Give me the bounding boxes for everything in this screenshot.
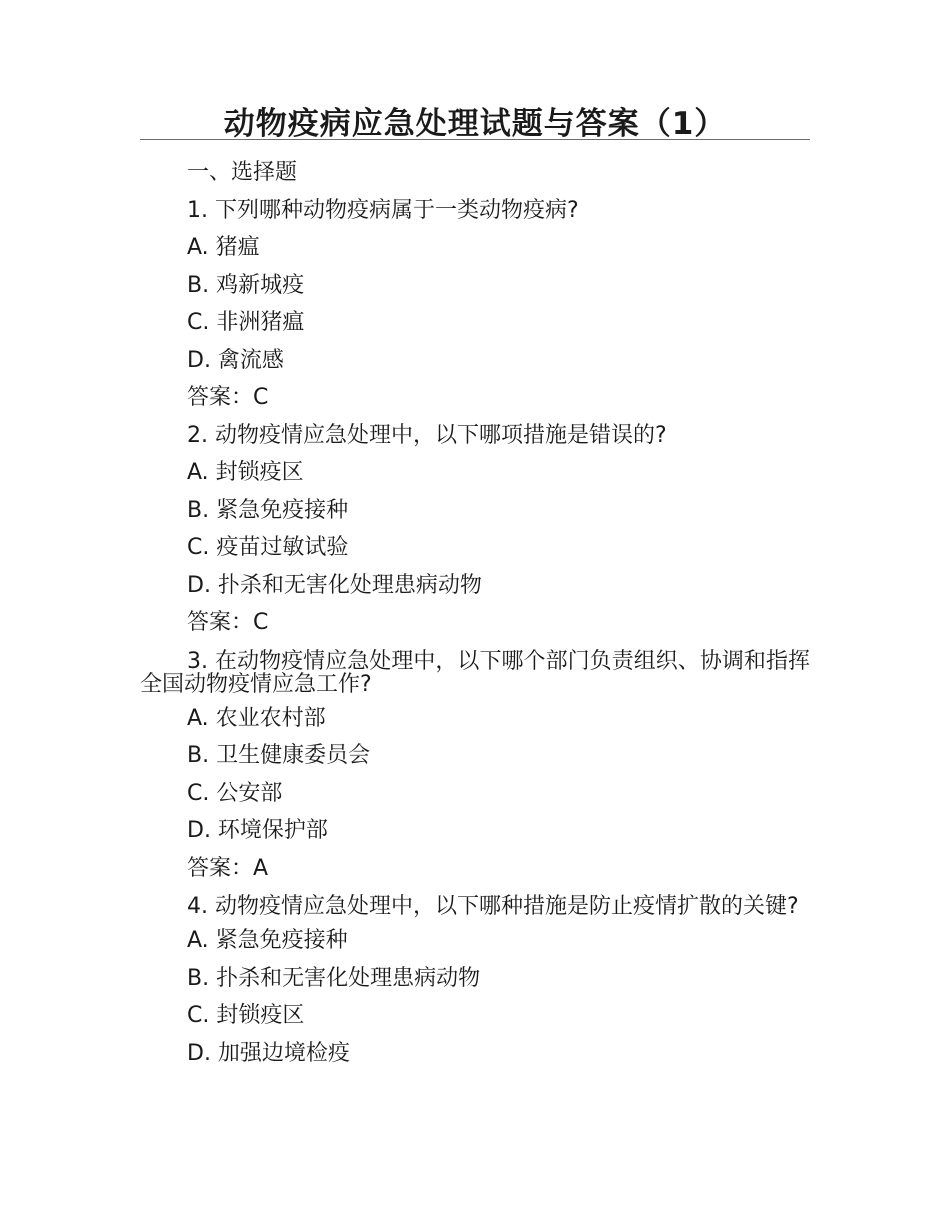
option-a: A. 封锁疫区 — [187, 460, 304, 485]
question-text: 2. 动物疫情应急处理中，以下哪项措施是错误的? — [187, 422, 667, 448]
answer-line: 答案：C — [187, 385, 269, 410]
option-b: B. 扑杀和无害化处理患病动物 — [187, 965, 481, 991]
option-a: A. 猪瘟 — [187, 235, 260, 260]
option-c: C. 公安部 — [187, 780, 283, 806]
option-b: B. 卫生健康委员会 — [187, 743, 371, 768]
option-d: D. 加强边境检疫 — [187, 1040, 350, 1066]
option-c: C. 疫苗过敏试验 — [187, 535, 349, 560]
option-b: B. 鸡新城疫 — [187, 272, 305, 298]
option-d: D. 环境保护部 — [187, 818, 328, 843]
answer-line: 答案：A — [187, 855, 269, 881]
document-body — [140, 154, 810, 1072]
option-d: D. 扑杀和无害化处理患病动物 — [187, 572, 482, 598]
option-c: C. 封锁疫区 — [187, 1003, 305, 1028]
question-text: 4. 动物疫情应急处理中，以下哪种措施是防止疫情扩散的关键? — [187, 894, 799, 919]
option-d: D. 禽流感 — [187, 347, 284, 373]
document-title: 动物疫病应急处理试题与答案（1） — [223, 106, 727, 142]
option-a: A. 农业农村部 — [187, 705, 326, 731]
title-underline — [140, 139, 810, 140]
option-b: B. 紧急免疫接种 — [187, 497, 349, 523]
option-a: A. 紧急免疫接种 — [187, 928, 348, 953]
section-heading: 一、选择题 — [187, 160, 298, 185]
question-text: 3. 在动物疫情应急处理中，以下哪个部门负责组织、协调和指挥全国动物疫情应急工作? — [140, 648, 810, 697]
option-c: C. 非洲猪瘟 — [187, 310, 305, 335]
question-text: 1. 下列哪种动物疫病属于一类动物疫病? — [187, 197, 579, 223]
answer-line: 答案：C — [187, 610, 269, 635]
